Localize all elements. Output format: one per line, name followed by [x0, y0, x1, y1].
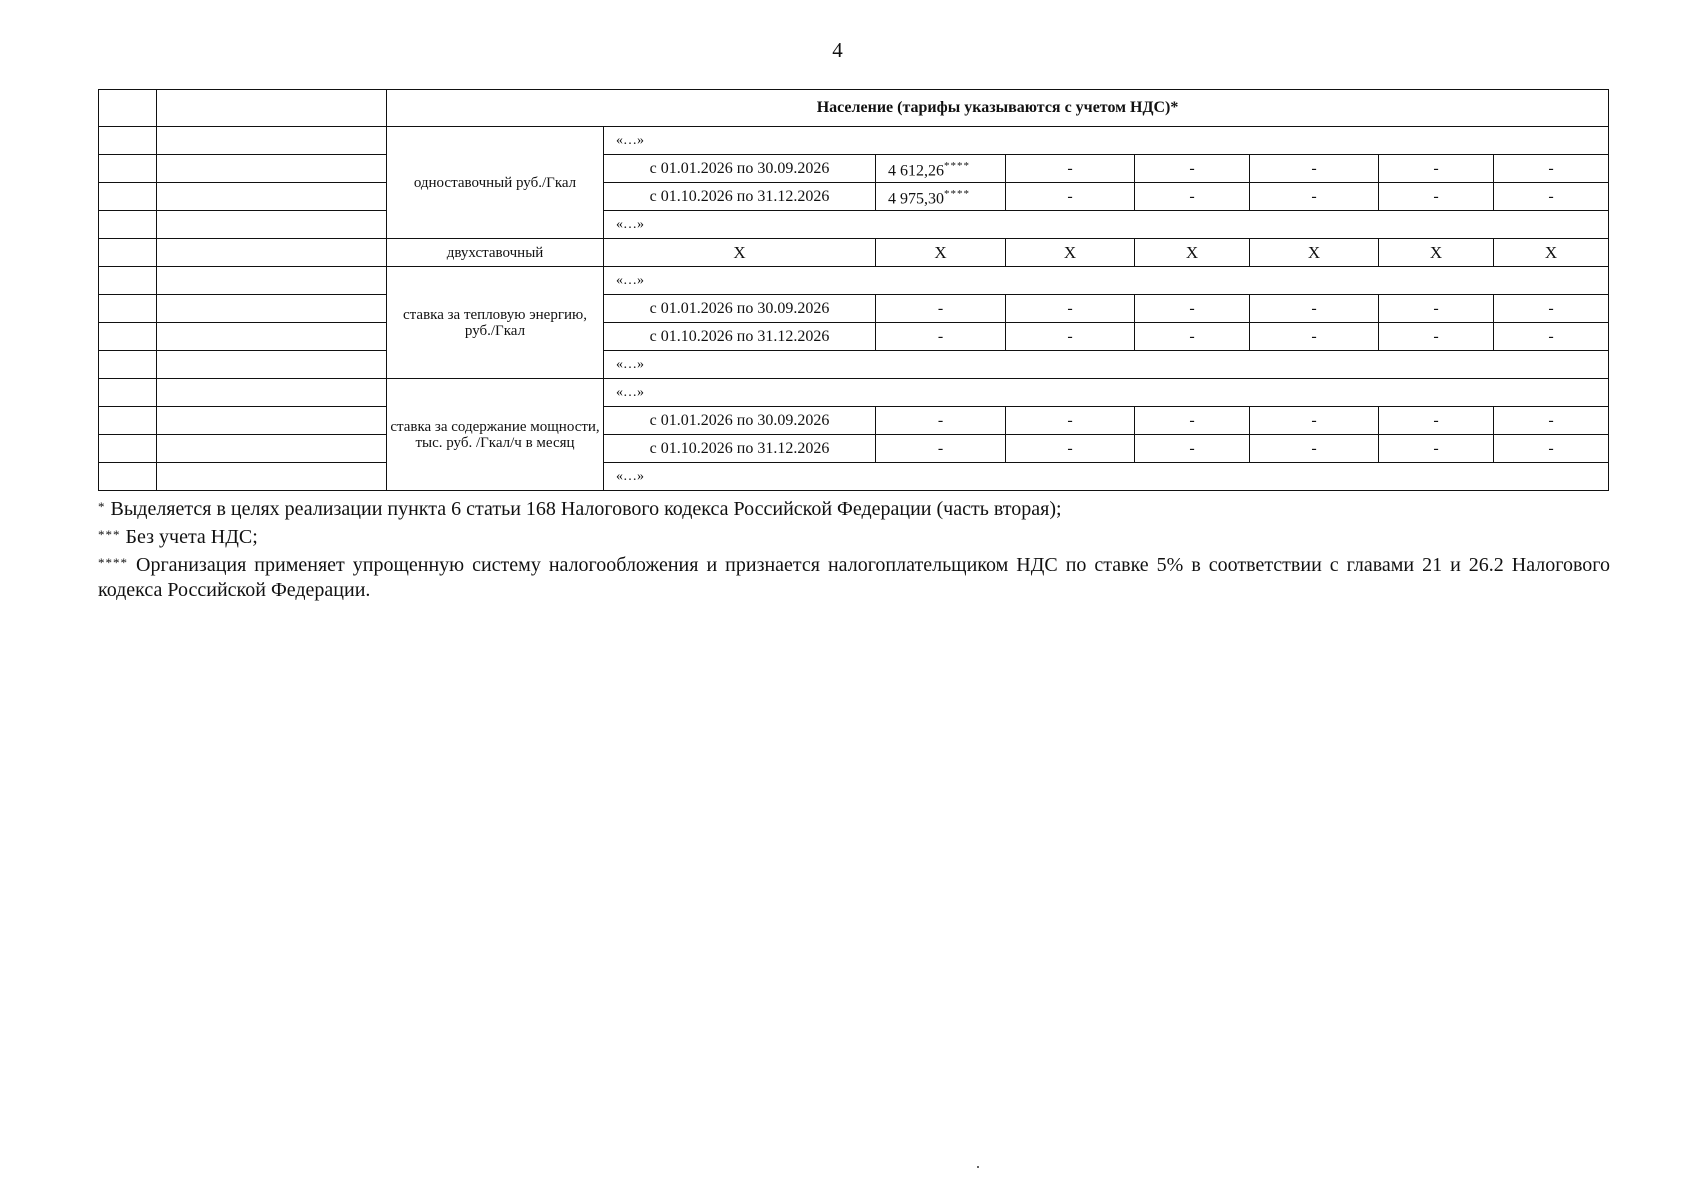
x-cell: X: [604, 239, 876, 267]
period-cell: с 01.01.2026 по 30.09.2026: [604, 407, 876, 435]
footnote-mark: *: [98, 499, 106, 514]
value-cell: -: [1250, 435, 1379, 463]
footnote-mark: ***: [98, 527, 121, 542]
value-cell: -: [1379, 295, 1494, 323]
footnote-mark: ****: [98, 555, 128, 570]
period-cell: с 01.10.2026 по 31.12.2026: [604, 435, 876, 463]
value-cell: -: [1379, 435, 1494, 463]
x-cell: X: [1379, 239, 1494, 267]
value-cell: -: [1494, 323, 1609, 351]
value-cell: -: [1006, 295, 1135, 323]
footnotes: [98, 494, 1610, 603]
value-cell: -: [1494, 435, 1609, 463]
value-cell: -: [1494, 407, 1609, 435]
table-row: [99, 239, 1609, 267]
ellipsis-row: «…»: [604, 211, 1609, 239]
table-row: [99, 323, 1609, 351]
period-cell: с 01.10.2026 по 31.12.2026: [604, 323, 876, 351]
ellipsis-row: «…»: [604, 267, 1609, 295]
footnote: [98, 550, 1610, 603]
footnote: [98, 522, 1610, 550]
table-row: [99, 435, 1609, 463]
value-cell: -: [1135, 323, 1250, 351]
footnote: [98, 494, 1610, 522]
tariff-value-cell: 4 975,30****: [876, 183, 1006, 211]
ellipsis-row: «…»: [604, 463, 1609, 491]
category-header: Население (тарифы указываются с учетом НДС)*: [387, 90, 1609, 127]
value-cell: -: [876, 295, 1006, 323]
tariff-table: [98, 89, 1609, 491]
value-cell: -: [1135, 435, 1250, 463]
x-cell: X: [1250, 239, 1379, 267]
value-cell: -: [1379, 323, 1494, 351]
footnote-text: Без учета НДС;: [120, 526, 258, 548]
x-cell: X: [876, 239, 1006, 267]
value-cell: -: [1006, 155, 1135, 183]
table-row: [99, 267, 1609, 295]
table-row: [99, 155, 1609, 183]
value-cell: -: [876, 323, 1006, 351]
value-cell: -: [876, 435, 1006, 463]
capacity-rate-label: ставка за содержание мощности, тыс. руб. /Гкал/ч в месяц: [387, 379, 604, 491]
value-cell: -: [1006, 323, 1135, 351]
value-cell: -: [1494, 183, 1609, 211]
value-cell: -: [1250, 155, 1379, 183]
value-cell: -: [1006, 183, 1135, 211]
table-row: [99, 90, 1609, 127]
value-cell: -: [1494, 155, 1609, 183]
single-rate-label: одноставочный руб./Гкал: [387, 127, 604, 239]
x-cell: X: [1135, 239, 1250, 267]
value-cell: -: [1135, 407, 1250, 435]
table-row: [99, 127, 1609, 155]
value-cell: -: [1250, 323, 1379, 351]
scan-speck: [977, 1166, 979, 1168]
value-cell: -: [1135, 295, 1250, 323]
value-cell: -: [1250, 183, 1379, 211]
value-cell: -: [1494, 295, 1609, 323]
heat-energy-rate-label: ставка за тепловую энергию, руб./Гкал: [387, 267, 604, 379]
period-cell: с 01.01.2026 по 30.09.2026: [604, 155, 876, 183]
page-number: 4: [832, 38, 843, 62]
value-cell: -: [876, 407, 1006, 435]
value-cell: -: [1135, 183, 1250, 211]
table-row: [99, 295, 1609, 323]
x-cell: X: [1494, 239, 1609, 267]
x-cell: X: [1006, 239, 1135, 267]
ellipsis-row: «…»: [604, 379, 1609, 407]
value-cell: -: [1250, 407, 1379, 435]
two-rate-label: двухставочный: [387, 239, 604, 267]
period-cell: с 01.10.2026 по 31.12.2026: [604, 183, 876, 211]
footnote-text: Организация применяет упрощенную систему налогообложения и признается налогоплательщиком НДС по ставке 5% в соответствии с главами 21 и 26.2 Налогового кодекса Российской Федерации.: [98, 554, 1610, 601]
table-row: [99, 463, 1609, 491]
value-cell: -: [1135, 155, 1250, 183]
ellipsis-row: «…»: [604, 127, 1609, 155]
table-row: [99, 379, 1609, 407]
value-cell: -: [1006, 435, 1135, 463]
table-row: [99, 351, 1609, 379]
table-row: [99, 211, 1609, 239]
tariff-value-cell: 4 612,26****: [876, 155, 1006, 183]
value-cell: -: [1379, 155, 1494, 183]
footnote-text: Выделяется в целях реализации пункта 6 статьи 168 Налогового кодекса Российской Федерации (часть вторая);: [105, 498, 1062, 520]
period-cell: с 01.01.2026 по 30.09.2026: [604, 295, 876, 323]
value-cell: -: [1006, 407, 1135, 435]
value-cell: -: [1379, 407, 1494, 435]
table-row: [99, 183, 1609, 211]
value-cell: -: [1250, 295, 1379, 323]
table-row: [99, 407, 1609, 435]
ellipsis-row: «…»: [604, 351, 1609, 379]
value-cell: -: [1379, 183, 1494, 211]
